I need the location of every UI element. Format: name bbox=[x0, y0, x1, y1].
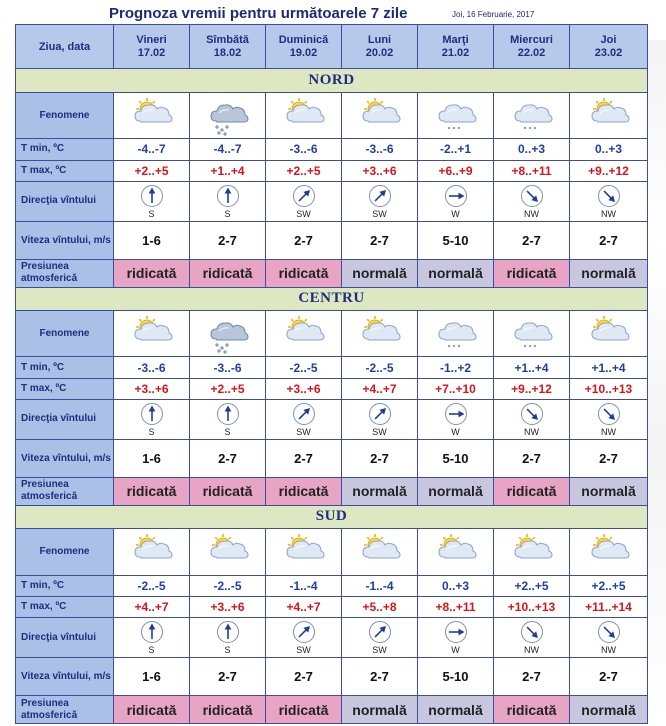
wind-arrow-icon bbox=[597, 402, 621, 426]
tmax-value: +11..+14 bbox=[570, 596, 648, 617]
day-name: Vineri bbox=[136, 33, 167, 46]
tmin-value: +1..+4 bbox=[494, 357, 570, 378]
wind-direction-label: S bbox=[224, 208, 231, 219]
day-header bbox=[342, 25, 418, 69]
wind-direction-label: SW bbox=[372, 645, 387, 656]
tmax-value: +4..+7 bbox=[342, 378, 418, 399]
pressure-value: normală bbox=[570, 696, 648, 724]
region-title: CENTRU bbox=[16, 287, 648, 310]
wind-direction-row bbox=[16, 399, 648, 439]
header-row bbox=[16, 25, 648, 69]
weather-icon-cell bbox=[342, 529, 418, 576]
region-title: SUD bbox=[16, 505, 648, 528]
tmin-value: 0..+3 bbox=[418, 575, 494, 596]
day-date: 21.02 bbox=[441, 46, 470, 59]
pressure-value: normală bbox=[570, 260, 648, 288]
wind-speed-value: 2-7 bbox=[570, 658, 648, 696]
wind-direction-label: NW bbox=[524, 208, 539, 219]
weather-icon-cell bbox=[266, 92, 342, 139]
tmin-value: -2..-5 bbox=[190, 575, 266, 596]
wind-speed-value: 5-10 bbox=[418, 658, 494, 696]
wind-direction-cell bbox=[342, 399, 418, 439]
wind-direction-label: W bbox=[451, 426, 460, 437]
partly-cloudy-icon bbox=[418, 531, 493, 573]
wind-direction-cell bbox=[494, 181, 570, 221]
day-name: Marţi bbox=[442, 33, 469, 46]
page-header bbox=[0, 0, 666, 24]
tmin-value: 0..+3 bbox=[494, 139, 570, 160]
pressure-value: ridicată bbox=[494, 696, 570, 724]
wind-arrow-icon bbox=[444, 620, 468, 644]
wind-direction-cell bbox=[494, 399, 570, 439]
partly-cloudy-icon bbox=[114, 531, 189, 573]
tmin-value: -4..-7 bbox=[190, 139, 266, 160]
forecast-date: Joi, 16 Februarie, 2017 bbox=[452, 10, 535, 19]
wind-arrow-icon bbox=[597, 620, 621, 644]
wind-speed-value: 2-7 bbox=[190, 658, 266, 696]
wind-arrow-icon bbox=[444, 402, 468, 426]
pressure-value: ridicată bbox=[494, 478, 570, 506]
pressure-value: ridicată bbox=[114, 478, 190, 506]
weather-icon-cell bbox=[418, 310, 494, 357]
row-label-tmin: T min, ºC bbox=[16, 575, 114, 596]
tmax-value: +3..+6 bbox=[114, 378, 190, 399]
pressure-value: ridicată bbox=[190, 478, 266, 506]
region-row bbox=[16, 69, 648, 92]
wind-direction-cell bbox=[266, 399, 342, 439]
day-name: Duminică bbox=[278, 33, 329, 46]
pressure-value: normală bbox=[418, 260, 494, 288]
wind-direction-label: NW bbox=[601, 645, 616, 656]
wind-direction-cell bbox=[266, 617, 342, 657]
day-name: Miercuri bbox=[510, 33, 553, 46]
pressure-value: normală bbox=[342, 260, 418, 288]
page-title: Prognoza vremii pentru următoarele 7 zile bbox=[109, 5, 408, 22]
pressure-value: ridicată bbox=[114, 260, 190, 288]
pressure-value: normală bbox=[342, 696, 418, 724]
tmax-row bbox=[16, 160, 648, 181]
weather-icon-cell bbox=[570, 310, 648, 357]
tmax-value: +8..+11 bbox=[418, 596, 494, 617]
wind-arrow-icon bbox=[368, 620, 392, 644]
wind-direction-cell bbox=[190, 617, 266, 657]
region-row bbox=[16, 287, 648, 310]
pressure-row bbox=[16, 696, 648, 724]
wind-direction-label: W bbox=[451, 645, 460, 656]
tmax-value: +1..+4 bbox=[190, 160, 266, 181]
wind-arrow-icon bbox=[216, 620, 240, 644]
wind-direction-cell bbox=[342, 181, 418, 221]
weather-icon-cell bbox=[190, 310, 266, 357]
weather-icon-cell bbox=[114, 92, 190, 139]
wind-direction-label: SW bbox=[372, 426, 387, 437]
partly-cloudy-icon bbox=[570, 95, 647, 137]
wind-direction-cell bbox=[570, 181, 648, 221]
wind-speed-row bbox=[16, 221, 648, 259]
pressure-value: ridicată bbox=[494, 260, 570, 288]
tmax-value: +9..+12 bbox=[494, 378, 570, 399]
tmin-value: -1..-4 bbox=[266, 575, 342, 596]
weather-icon-cell bbox=[418, 529, 494, 576]
wind-arrow-icon bbox=[520, 402, 544, 426]
wind-speed-value: 2-7 bbox=[190, 221, 266, 259]
tmin-value: +2..+5 bbox=[570, 575, 648, 596]
wind-speed-value: 2-7 bbox=[342, 658, 418, 696]
side-background bbox=[646, 40, 666, 720]
pressure-value: ridicată bbox=[190, 696, 266, 724]
partly-cloudy-icon bbox=[266, 531, 341, 573]
day-header bbox=[570, 25, 648, 69]
weather-icon-cell bbox=[494, 310, 570, 357]
row-label-wind-speed: Viteza vîntului, m/s bbox=[16, 440, 114, 478]
row-label-wind-speed: Viteza vîntului, m/s bbox=[16, 221, 114, 259]
pressure-value: ridicată bbox=[266, 696, 342, 724]
pressure-value: ridicată bbox=[266, 260, 342, 288]
row-label-wind-direction: Direcţia vîntului bbox=[16, 181, 114, 221]
wind-direction-cell bbox=[570, 617, 648, 657]
wind-arrow-icon bbox=[368, 402, 392, 426]
wind-speed-value: 2-7 bbox=[342, 440, 418, 478]
wind-direction-row bbox=[16, 181, 648, 221]
weather-icon-cell bbox=[494, 529, 570, 576]
day-date: 23.02 bbox=[594, 46, 623, 59]
wind-direction-label: S bbox=[148, 208, 155, 219]
cloud-light-snow-icon bbox=[418, 95, 493, 137]
tmin-row bbox=[16, 139, 648, 160]
tmax-value: +6..+9 bbox=[418, 160, 494, 181]
weather-icon-cell bbox=[570, 529, 648, 576]
phenomena-row bbox=[16, 92, 648, 139]
wind-direction-label: NW bbox=[524, 645, 539, 656]
wind-speed-value: 2-7 bbox=[190, 440, 266, 478]
wind-speed-value: 2-7 bbox=[494, 440, 570, 478]
wind-speed-value: 1-6 bbox=[114, 658, 190, 696]
wind-direction-cell bbox=[266, 181, 342, 221]
day-header bbox=[418, 25, 494, 69]
day-date: 22.02 bbox=[517, 46, 546, 59]
wind-arrow-icon bbox=[520, 184, 544, 208]
wind-speed-value: 2-7 bbox=[342, 221, 418, 259]
tmin-value: +1..+4 bbox=[570, 357, 648, 378]
wind-speed-value: 2-7 bbox=[266, 221, 342, 259]
phenomena-row bbox=[16, 529, 648, 576]
wind-direction-cell bbox=[342, 617, 418, 657]
pressure-value: normală bbox=[342, 478, 418, 506]
tmax-value: +9..+12 bbox=[570, 160, 648, 181]
row-label-tmax: T max, ºC bbox=[16, 160, 114, 181]
row-label-tmin: T min, ºC bbox=[16, 357, 114, 378]
wind-direction-label: SW bbox=[372, 208, 387, 219]
wind-direction-label: SW bbox=[296, 426, 311, 437]
pressure-value: normală bbox=[570, 478, 648, 506]
pressure-value: ridicată bbox=[114, 696, 190, 724]
wind-direction-cell bbox=[418, 399, 494, 439]
day-name: Joi bbox=[600, 33, 617, 46]
tmax-value: +7..+10 bbox=[418, 378, 494, 399]
wind-speed-value: 2-7 bbox=[266, 658, 342, 696]
weather-icon-cell bbox=[190, 529, 266, 576]
tmin-value: -2..-5 bbox=[342, 357, 418, 378]
wind-direction-cell bbox=[114, 181, 190, 221]
row-label-tmin: T min, ºC bbox=[16, 139, 114, 160]
row-label-tmax: T max, ºC bbox=[16, 378, 114, 399]
day-date: 20.02 bbox=[365, 46, 394, 59]
tmax-value: +10..+13 bbox=[494, 596, 570, 617]
region-title: NORD bbox=[16, 69, 648, 92]
weather-icon-cell bbox=[266, 310, 342, 357]
tmax-value: +5..+8 bbox=[342, 596, 418, 617]
cloud-light-snow-icon bbox=[494, 313, 569, 355]
wind-arrow-icon bbox=[140, 402, 164, 426]
wind-arrow-icon bbox=[292, 184, 316, 208]
wind-speed-value: 2-7 bbox=[570, 221, 648, 259]
partly-cloudy-icon bbox=[570, 313, 647, 355]
wind-direction-label: S bbox=[224, 426, 231, 437]
pressure-value: ridicată bbox=[190, 260, 266, 288]
tmax-value: +2..+5 bbox=[266, 160, 342, 181]
row-label-phenomena: Fenomene bbox=[16, 310, 114, 357]
weather-icon-cell bbox=[190, 92, 266, 139]
wind-arrow-icon bbox=[292, 402, 316, 426]
partly-cloudy-icon bbox=[266, 95, 341, 137]
tmin-row bbox=[16, 357, 648, 378]
tmax-value: +8..+11 bbox=[494, 160, 570, 181]
wind-direction-cell bbox=[190, 399, 266, 439]
wind-direction-cell bbox=[418, 181, 494, 221]
tmin-value: -3..-6 bbox=[190, 357, 266, 378]
wind-direction-label: S bbox=[148, 426, 155, 437]
tmin-value: -4..-7 bbox=[114, 139, 190, 160]
day-header bbox=[266, 25, 342, 69]
wind-direction-cell bbox=[190, 181, 266, 221]
partly-cloudy-icon bbox=[342, 531, 417, 573]
wind-direction-label: NW bbox=[601, 426, 616, 437]
forecast-table bbox=[15, 24, 648, 724]
weather-icon-cell bbox=[266, 529, 342, 576]
partly-cloudy-icon bbox=[266, 313, 341, 355]
wind-speed-value: 2-7 bbox=[494, 221, 570, 259]
row-label-pressure: Presiunea atmosferică bbox=[16, 260, 114, 288]
tmin-value: -2..-5 bbox=[114, 575, 190, 596]
wind-direction-label: S bbox=[224, 645, 231, 656]
wind-direction-cell bbox=[114, 399, 190, 439]
pressure-row bbox=[16, 260, 648, 288]
weather-icon-cell bbox=[418, 92, 494, 139]
weather-icon-cell bbox=[570, 92, 648, 139]
wind-arrow-icon bbox=[140, 184, 164, 208]
partly-cloudy-icon bbox=[114, 313, 189, 355]
tmin-value: -3..-6 bbox=[342, 139, 418, 160]
tmin-row bbox=[16, 575, 648, 596]
wind-arrow-icon bbox=[597, 184, 621, 208]
wind-direction-cell bbox=[494, 617, 570, 657]
wind-speed-row bbox=[16, 658, 648, 696]
snow-cloud-icon bbox=[190, 95, 265, 137]
tmax-value: +4..+7 bbox=[266, 596, 342, 617]
day-header bbox=[114, 25, 190, 69]
wind-direction-label: SW bbox=[296, 208, 311, 219]
wind-speed-value: 2-7 bbox=[266, 440, 342, 478]
wind-arrow-icon bbox=[444, 184, 468, 208]
wind-direction-label: NW bbox=[524, 426, 539, 437]
day-header bbox=[494, 25, 570, 69]
wind-direction-label: SW bbox=[296, 645, 311, 656]
day-date: 19.02 bbox=[289, 46, 318, 59]
row-label-phenomena: Fenomene bbox=[16, 529, 114, 576]
wind-direction-row bbox=[16, 617, 648, 657]
phenomena-row bbox=[16, 310, 648, 357]
row-label-pressure: Presiunea atmosferică bbox=[16, 478, 114, 506]
tmax-row bbox=[16, 378, 648, 399]
tmin-value: -1..+2 bbox=[418, 357, 494, 378]
day-name: Sîmbătă bbox=[206, 33, 249, 46]
tmin-value: -2..+1 bbox=[418, 139, 494, 160]
row-label-pressure: Presiunea atmosferică bbox=[16, 696, 114, 724]
partly-cloudy-icon bbox=[342, 313, 417, 355]
wind-direction-cell bbox=[114, 617, 190, 657]
wind-speed-value: 5-10 bbox=[418, 440, 494, 478]
pressure-value: normală bbox=[418, 478, 494, 506]
wind-direction-label: W bbox=[451, 208, 460, 219]
tmin-value: -3..-6 bbox=[114, 357, 190, 378]
row-label-wind-direction: Direcţia vîntului bbox=[16, 399, 114, 439]
wind-arrow-icon bbox=[520, 620, 544, 644]
wind-arrow-icon bbox=[292, 620, 316, 644]
tmin-value: +2..+5 bbox=[494, 575, 570, 596]
tmax-value: +4..+7 bbox=[114, 596, 190, 617]
wind-speed-value: 1-6 bbox=[114, 221, 190, 259]
cloud-light-snow-icon bbox=[494, 95, 569, 137]
tmin-value: -3..-6 bbox=[266, 139, 342, 160]
partly-cloudy-icon bbox=[342, 95, 417, 137]
wind-arrow-icon bbox=[368, 184, 392, 208]
tmax-value: +10..+13 bbox=[570, 378, 648, 399]
day-date: 18.02 bbox=[213, 46, 242, 59]
day-header bbox=[190, 25, 266, 69]
weather-icon-cell bbox=[342, 92, 418, 139]
pressure-row bbox=[16, 478, 648, 506]
wind-speed-value: 2-7 bbox=[494, 658, 570, 696]
tmin-value: -2..-5 bbox=[266, 357, 342, 378]
corner-label: Ziua, data bbox=[16, 25, 114, 69]
tmax-row bbox=[16, 596, 648, 617]
pressure-value: normală bbox=[418, 696, 494, 724]
wind-direction-cell bbox=[570, 399, 648, 439]
row-label-wind-direction: Direcţia vîntului bbox=[16, 617, 114, 657]
tmax-value: +3..+6 bbox=[342, 160, 418, 181]
partly-cloudy-icon bbox=[114, 95, 189, 137]
weather-icon-cell bbox=[342, 310, 418, 357]
wind-speed-value: 5-10 bbox=[418, 221, 494, 259]
tmax-value: +2..+5 bbox=[114, 160, 190, 181]
partly-cloudy-icon bbox=[190, 531, 265, 573]
snow-cloud-icon bbox=[190, 313, 265, 355]
tmax-value: +3..+6 bbox=[190, 596, 266, 617]
tmax-value: +2..+5 bbox=[190, 378, 266, 399]
weather-icon-cell bbox=[114, 310, 190, 357]
tmin-value: 0..+3 bbox=[570, 139, 648, 160]
wind-speed-value: 1-6 bbox=[114, 440, 190, 478]
partly-cloudy-icon bbox=[494, 531, 569, 573]
wind-arrow-icon bbox=[140, 620, 164, 644]
partly-cloudy-icon bbox=[570, 531, 647, 573]
wind-direction-cell bbox=[418, 617, 494, 657]
row-label-tmax: T max, ºC bbox=[16, 596, 114, 617]
wind-speed-row bbox=[16, 440, 648, 478]
wind-speed-value: 2-7 bbox=[570, 440, 648, 478]
tmin-value: -1..-4 bbox=[342, 575, 418, 596]
pressure-value: ridicată bbox=[266, 478, 342, 506]
day-name: Luni bbox=[367, 33, 392, 46]
wind-direction-label: NW bbox=[601, 208, 616, 219]
region-row bbox=[16, 505, 648, 528]
wind-direction-label: S bbox=[148, 645, 155, 656]
weather-icon-cell bbox=[114, 529, 190, 576]
wind-arrow-icon bbox=[216, 402, 240, 426]
row-label-wind-speed: Viteza vîntului, m/s bbox=[16, 658, 114, 696]
tmax-value: +3..+6 bbox=[266, 378, 342, 399]
cloud-light-snow-icon bbox=[418, 313, 493, 355]
row-label-phenomena: Fenomene bbox=[16, 92, 114, 139]
weather-icon-cell bbox=[494, 92, 570, 139]
day-date: 17.02 bbox=[137, 46, 166, 59]
wind-arrow-icon bbox=[216, 184, 240, 208]
